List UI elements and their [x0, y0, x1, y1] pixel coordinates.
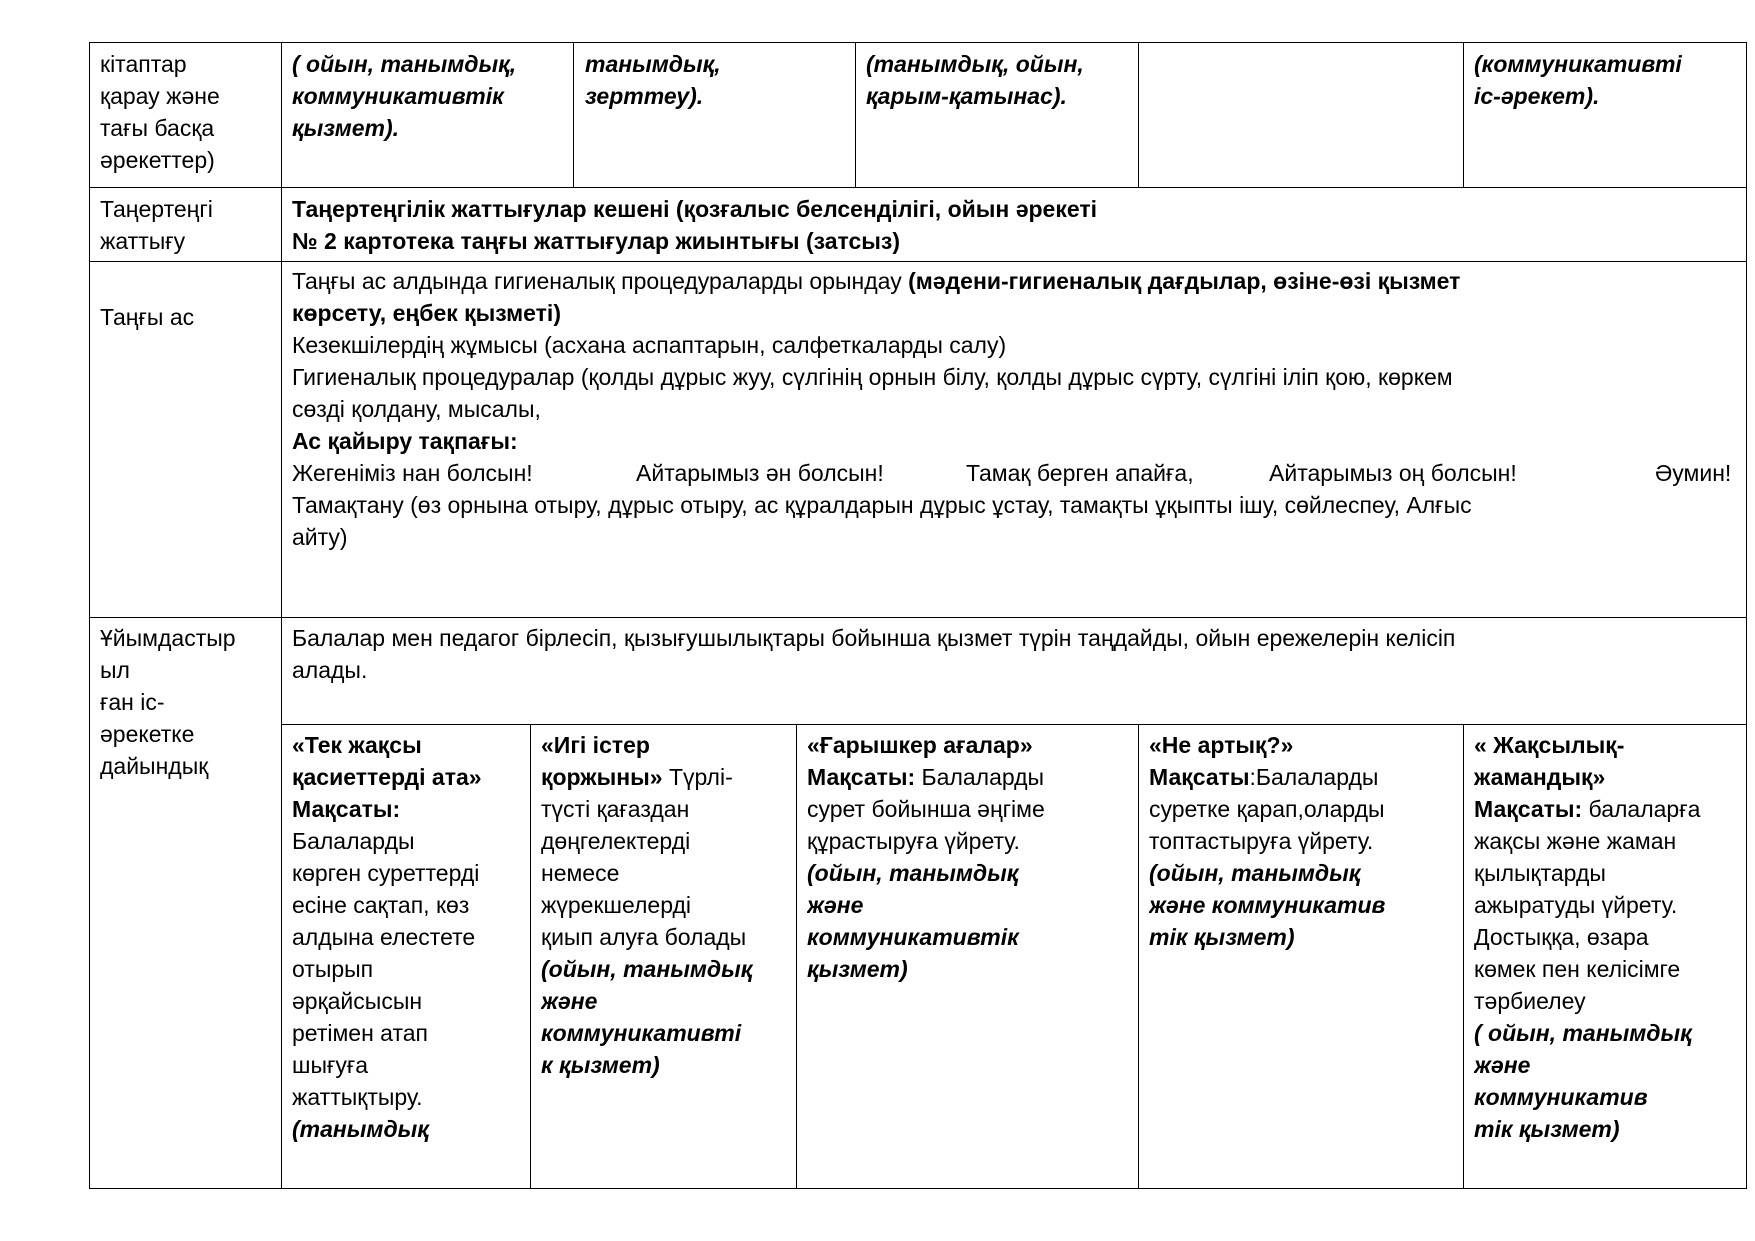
text-line: көмек пен келісімге: [1474, 956, 1681, 982]
row1-col2: [585, 48, 853, 112]
goal-label: Мақсаты:: [807, 764, 916, 790]
text-line: қарау және: [100, 83, 220, 109]
game-card-1: [292, 729, 528, 1189]
text-line: Ас қайыру тақпағы:: [292, 428, 518, 454]
goal-label: Мақсаты:: [1474, 796, 1583, 822]
table-border: [1746, 42, 1747, 1189]
activity-note: және: [807, 892, 864, 918]
table-border: [855, 42, 856, 188]
text-line: қиып алуға болады: [541, 924, 747, 950]
text-line: жақсы және жаман: [1474, 828, 1677, 854]
game-card-4: [1149, 729, 1461, 953]
game-card-2: [541, 729, 794, 1081]
activity-note: және: [541, 988, 598, 1014]
activity-note: (ойын, танымдық: [807, 860, 1019, 886]
text-line: Тамақтану (өз орнына отыру, дұрыс отыру, ас құралдарын дұрыс ұстау, тамақты ұқыпты ішу, сөйлеспеу, Алғыс: [292, 492, 1472, 518]
activity-note: (ойын, танымдық: [1149, 860, 1361, 886]
text-line: алады.: [292, 657, 368, 683]
goal-label: Мақсаты: [1149, 764, 1250, 790]
text-line: әрқайсысын: [292, 988, 423, 1014]
greeting-phrase: Әумин!: [1655, 460, 1732, 486]
text-line: сөзді қолдану, мысалы,: [292, 396, 541, 422]
text-fragment: Таңғы ас алдында гигиеналық процедураларды орындау: [292, 268, 909, 294]
text-line: кітаптар: [100, 51, 187, 77]
text-line: Кезекшілердің жұмысы (асхана аспаптарын, салфеткаларды салу): [292, 332, 1007, 358]
text-line: ( ойын, танымдық,: [292, 51, 517, 77]
greeting-phrase: Айтарымыз ән болсын!: [636, 460, 884, 486]
breakfast-label: [100, 301, 278, 333]
text-line: көрсету, еңбек қызметі): [292, 300, 561, 326]
text-line: қылықтарды: [1474, 860, 1606, 886]
text-line: Ұйымдастыр: [100, 625, 236, 651]
text-fragment: Балаларды: [915, 764, 1045, 790]
text-line: суретке қарап,оларды: [1149, 796, 1385, 822]
game-title: жамандық»: [1474, 764, 1606, 790]
text-line: сурет бойынша әңгіме: [807, 796, 1045, 822]
table-border: [1138, 724, 1139, 1189]
game-title: қоржыны»: [541, 764, 663, 790]
text-line: [1474, 793, 1744, 825]
breakfast-content: [292, 265, 1744, 553]
text-line: ретімен атап: [292, 1020, 428, 1046]
row1-col1: [292, 48, 572, 144]
text-line: көрген суреттерді: [292, 860, 480, 886]
text-line: ажыратуды үйрету.: [1474, 892, 1678, 918]
activity-note: және коммуникатив: [1149, 892, 1386, 918]
table-border: [573, 42, 574, 188]
game-title: «Ғарышкер ағалар»: [807, 732, 1033, 758]
text-line: ыл: [100, 657, 130, 683]
table-border: [89, 42, 90, 1189]
game-card-3: [807, 729, 1136, 985]
table-border: [530, 724, 531, 1189]
text-line: тәрбиелеу: [1474, 988, 1586, 1014]
greeting-phrase: Айтарымыз оң болсын!: [1269, 460, 1517, 486]
goal-label: Мақсаты:: [292, 796, 401, 822]
text-line: [292, 265, 1744, 297]
text-line: түсті қағаздан: [541, 796, 690, 822]
activity-note: ( ойын, танымдық: [1474, 1020, 1692, 1046]
greeting-line: [292, 457, 1744, 489]
activity-note: коммуникативті: [541, 1020, 742, 1046]
preparation-intro: [292, 622, 1742, 686]
activity-note: (танымдық: [292, 1116, 429, 1142]
text-line: Балаларды: [292, 828, 415, 854]
activity-note: к қызмет): [541, 1052, 660, 1078]
game-title: қасиеттерді ата»: [292, 764, 482, 790]
game-title: «Не артық?»: [1149, 732, 1294, 758]
text-line: [1149, 761, 1461, 793]
morning-exercise-content: [292, 193, 1742, 257]
game-card-5: [1474, 729, 1744, 1145]
text-line: немесе: [541, 860, 620, 886]
activity-note: коммуникативтік: [807, 924, 1019, 950]
text-line: әрекеттер): [100, 147, 215, 173]
game-title: «Тек жақсы: [292, 732, 422, 758]
morning-exercise-label: [100, 193, 278, 257]
table-border: [89, 617, 1747, 618]
text-line: Гигиеналық процедуралар (қолды дұрыс жуу, сүлгінің орнын білу, қолды дұрыс сүрту, сүлгіні іліп қою, көркем: [292, 364, 1453, 390]
text-fragment: :Балаларды: [1249, 764, 1379, 790]
row1-col5: [1474, 48, 1744, 112]
activity-note: (ойын, танымдық: [541, 956, 753, 982]
table-border: [281, 42, 282, 1189]
table-border: [1138, 42, 1139, 188]
text-line: [541, 761, 794, 793]
text-line: шығуға: [292, 1052, 369, 1078]
table-border: [281, 724, 1747, 725]
greeting-phrase: Жегеніміз нан болсын!: [292, 460, 533, 486]
text-line: № 2 картотека таңғы жаттығулар жиынтығы (затсыз): [292, 228, 901, 254]
table-border: [89, 187, 1747, 188]
game-title: «Игі істер: [541, 732, 650, 758]
text-line: қызмет).: [292, 115, 400, 141]
text-line: Достыққа, өзара: [1474, 924, 1649, 950]
text-line: ған іс-: [100, 689, 165, 715]
text-line: құрастыруға үйрету.: [807, 828, 1020, 854]
text-fragment: Түрлі-: [662, 764, 733, 790]
table-border: [89, 261, 1747, 262]
text-line: [807, 761, 1136, 793]
text-line: коммуникативтік: [292, 83, 504, 109]
text-line: Таңертеңгілік жаттығулар кешені (қозғалыс белсенділігі, ойын әрекеті: [292, 196, 1097, 222]
text-line: айту): [292, 524, 348, 550]
activity-note: тік қызмет): [1149, 924, 1295, 950]
text-line: жаттығу: [100, 228, 186, 254]
table-border: [1463, 724, 1464, 1189]
text-line: жүрекшелерді: [541, 892, 692, 918]
text-line: іс-әрекет).: [1474, 83, 1600, 109]
text-line: Балалар мен педагог бірлесіп, қызығушылықтары бойынша қызмет түрін таңдайды, ойын ережелерін келісіп: [292, 625, 1456, 651]
greeting-phrase: Тамақ берген апайға,: [966, 460, 1194, 486]
text-line: әрекетке: [100, 721, 195, 747]
table-border: [89, 42, 1747, 43]
text-line: (танымдық, ойын,: [866, 51, 1084, 77]
text-line: қарым-қатынас).: [866, 83, 1067, 109]
activity-note: қызмет): [807, 956, 908, 982]
activity-note: және: [1474, 1052, 1531, 1078]
text-line: (коммуникативті: [1474, 51, 1682, 77]
text-line: алдына елестете: [292, 924, 476, 950]
text-line: Таңғы ас: [100, 304, 195, 330]
text-line: танымдық,: [585, 51, 721, 77]
table-border: [1463, 42, 1464, 188]
text-fragment: балаларға: [1582, 796, 1701, 822]
text-line: зерттеу).: [585, 83, 704, 109]
text-line: дөңгелектерді: [541, 828, 691, 854]
text-line: отырып: [292, 956, 374, 982]
preparation-label: [100, 622, 278, 782]
activity-note: тік қызмет): [1474, 1116, 1620, 1142]
activity-note: коммуникатив: [1474, 1084, 1648, 1110]
text-line: Таңертеңгі: [100, 196, 213, 222]
game-title: « Жақсылық-: [1474, 732, 1625, 758]
text-line: дайындық: [100, 753, 209, 779]
text-line: жаттықтыру.: [292, 1084, 423, 1110]
text-line: есіне сақтап, көз: [292, 892, 470, 918]
row1-col3: [866, 48, 1136, 112]
table-border: [796, 724, 797, 1189]
text-line: топтастыруға үйрету.: [1149, 828, 1374, 854]
text-fragment: (мәдени-гигиеналық дағдылар, өзіне-өзі қызмет: [908, 268, 1461, 294]
row1-label: [100, 48, 278, 176]
text-line: тағы басқа: [100, 115, 215, 141]
